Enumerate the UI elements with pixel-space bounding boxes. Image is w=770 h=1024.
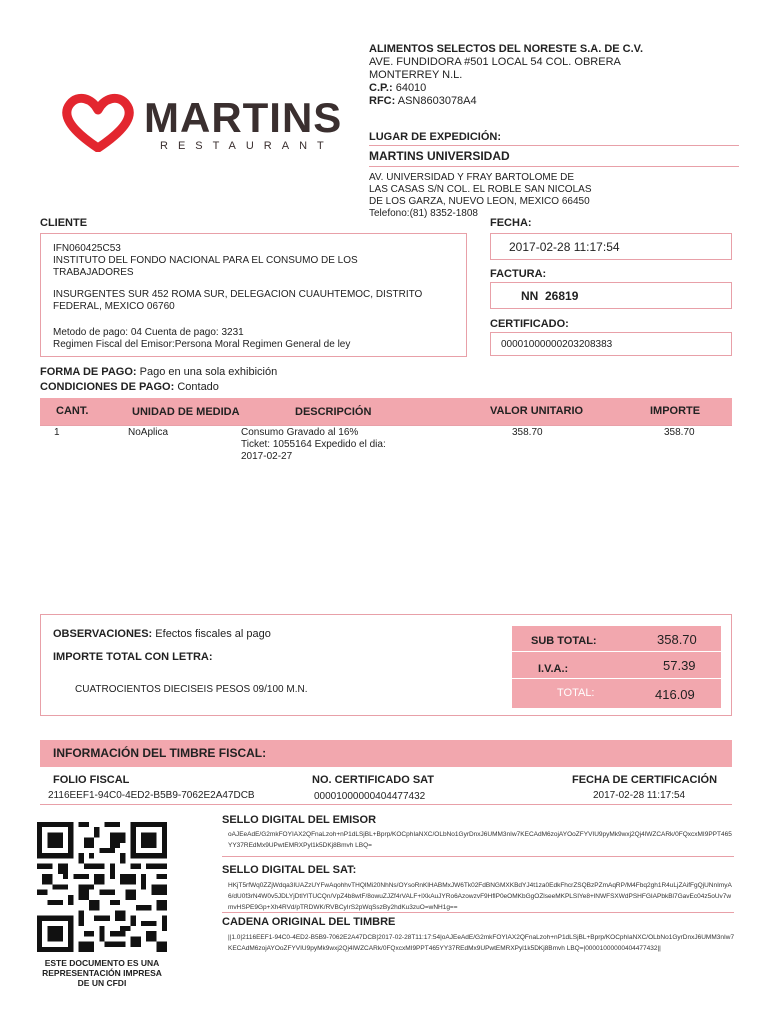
client-address1: INSURGENTES SUR 452 ROMA SUR, DELEGACION CUAUHTEMOC, DISTRITO	[53, 289, 423, 300]
certificado-label: CERTIFICADO:	[490, 318, 569, 330]
issuer-rfc-label: RFC:	[369, 95, 396, 107]
observaciones	[53, 628, 271, 640]
forma-pago-value: Pago en una sola exhibición	[139, 366, 278, 378]
client-name2: TRABAJADORES	[53, 267, 134, 278]
issuer-cp: 64010	[395, 82, 427, 94]
fecha-cert-label: FECHA DE CERTIFICACIÓN	[572, 774, 718, 786]
subtotal-value: 358.70	[657, 632, 697, 647]
issuer-city: MONTERREY N.L.	[369, 69, 463, 81]
row-cant: 1	[54, 427, 60, 438]
client-box	[40, 233, 467, 357]
expedition-name: MARTINS UNIVERSIDAD	[369, 149, 510, 163]
sello-sat-value: HKjT5rfWq0ZZjWdqa3IUAZzUYFwAqohhvTHQlMi20NhNs/OYsoRnKlHABMxJW6Tk02FdBNGMXKBdYJ4t1za0EdkFhcrZSQBzPZmAqRP/M4Fbq2gh1R4uLjZAifFgQjUNnImyA6/dU0f3rN4W0v5JDLYjDtlYlTUCQn/VpZ4b8wtF/8owuZJZf4rVALF+lXkAuJYRo6AzowzvF9HflP0eOMKbGgOZlseeMKPLSIYe8+lNWFSXWdPSHFGIAPbkBl7GavEc04z5oUv7wmvHSPE9Gp+Xh4RVd/pTRDWK/RVBCyIrS2pWqSszBy2hdKu3zuO=wNH1g==	[228, 882, 732, 911]
forma-pago-label: FORMA DE PAGO:	[40, 366, 137, 378]
client-name1: INSTITUTO DEL FONDO NACIONAL PARA EL CONSUMO DE LOS	[53, 255, 358, 266]
expedition-line2: LAS CASAS S/N COL. EL ROBLE SAN NICOLAS	[369, 184, 592, 195]
expedition-label: LUGAR DE EXPEDICIÓN:	[369, 131, 502, 143]
issuer-cp-label: C.P.:	[369, 82, 393, 94]
iva-label: I.V.A.:	[538, 663, 569, 675]
client-label: CLIENTE	[40, 217, 88, 229]
expedition-address	[369, 172, 592, 220]
condiciones-label: CONDICIONES DE PAGO:	[40, 381, 175, 393]
fecha-label: FECHA:	[490, 217, 532, 229]
observaciones-label: OBSERVACIONES:	[53, 628, 153, 640]
row-desc-line3: 2017-02-27	[241, 451, 293, 462]
cadena-label: CADENA ORIGINAL DEL TIMBRE	[222, 916, 396, 928]
condiciones-pago	[40, 381, 219, 393]
issuer-name: ALIMENTOS SELECTOS DEL NORESTE S.A. DE C.V.	[369, 43, 644, 55]
timbre-header: INFORMACIÓN DEL TIMBRE FISCAL:	[40, 740, 732, 767]
issuer-block	[369, 43, 643, 108]
sello-emisor-value: oAJEeAdE/G2mkFOYIAX2QFnaLzoh+nP1dLSjBL+Bprp/KOCphIaNXC/OLbNo1GyrDnxJ6UMM3nIw7KECAdM6zojAYOoZFYVIU9pyMk9wxj2Qj4lWZCARk/0FQxcxMI9PPT465YY37REdMx9UPwtEMRXPyl1k5DKj8Bmvh LBQ=	[228, 831, 732, 849]
fecha-cert-value: 2017-02-28 11:17:54	[593, 790, 686, 801]
row-importe: 358.70	[664, 427, 695, 438]
header-valor: VALOR UNITARIO	[490, 405, 584, 417]
certificado-value: 00001000000203208383	[490, 332, 732, 356]
client-rfc: IFN060425C53	[53, 243, 121, 254]
client-address2: FEDERAL, MEXICO 06760	[53, 301, 175, 312]
header-importe: IMPORTE	[650, 405, 701, 417]
heart-logo-icon	[58, 92, 138, 152]
table-row	[40, 427, 732, 467]
row-valor: 358.70	[512, 427, 543, 438]
iva-value: 57.39	[663, 658, 696, 673]
folio-fiscal-value: 2116EEF1-94C0-4ED2-B5B9-7062E2A47DCB	[48, 790, 255, 801]
cert-sat-label: NO. CERTIFICADO SAT	[312, 774, 435, 786]
factura-value: NN 26819	[490, 282, 732, 309]
row-desc-line1: Consumo Gravado al 16%	[241, 427, 359, 438]
header-cant: CANT.	[56, 405, 89, 417]
expedition-block	[369, 131, 501, 143]
expedition-line3: DE LOS GARZA, NUEVO LEON, MEXICO 66450	[369, 196, 590, 207]
total-label: TOTAL:	[557, 687, 595, 699]
header-descripcion: DESCRIPCIÓN	[295, 406, 372, 418]
header-unidad: UNIDAD DE MEDIDA	[132, 406, 240, 418]
items-table-header	[40, 398, 732, 425]
total-value: 416.09	[655, 687, 695, 702]
factura-label: FACTURA:	[490, 268, 547, 280]
subtotal-label: SUB TOTAL:	[531, 635, 597, 647]
expedition-phone: Telefono:(81) 8352-1808	[369, 208, 478, 219]
observaciones-value: Efectos fiscales al pago	[155, 628, 271, 640]
forma-pago	[40, 366, 277, 378]
importe-letra-label: IMPORTE TOTAL CON LETRA:	[53, 651, 213, 663]
fecha-value: 2017-02-28 11:17:54	[490, 233, 732, 260]
sello-sat-label: SELLO DIGITAL DEL SAT:	[222, 864, 357, 876]
qr-caption-line3: DE UN CFDI	[77, 978, 127, 988]
qr-caption-line2: REPRESENTACIÓN IMPRESA	[42, 968, 162, 978]
importe-letra-value: CUATROCIENTOS DIECISEIS PESOS 09/100 M.N.	[75, 684, 308, 695]
sello-emisor-label: SELLO DIGITAL DEL EMISOR	[222, 814, 377, 826]
issuer-rfc: ASN8603078A4	[397, 95, 477, 107]
company-logo	[58, 92, 343, 162]
cert-sat-value: 00001000000404477432	[314, 791, 426, 802]
condiciones-value: Contado	[177, 381, 219, 393]
logo-subtitle: RESTAURANT	[160, 140, 334, 152]
row-descripcion	[241, 427, 386, 463]
qr-caption-line1: ESTE DOCUMENTO ES UNA	[44, 958, 160, 968]
row-unidad: NoAplica	[128, 427, 169, 438]
logo-name: MARTINS	[144, 94, 343, 141]
folio-fiscal-label: FOLIO FISCAL	[53, 774, 130, 786]
expedition-line1: AV. UNIVERSIDAD Y FRAY BARTOLOME DE	[369, 172, 575, 183]
client-payment: Metodo de pago: 04 Cuenta de pago: 3231	[53, 327, 244, 338]
cadena-value: ||1.0|2116EEF1-94C0-4ED2-B5B9-7062E2A47DCB|2017-02-28T11:17:54|oAJEeAdE/G2mkFOYIAX2QFnaLzoh+nP1dLSjBL+Bprp/KOCphIaNXC/OLbNo1GyrDnxJ6UMM3nIw7KECAdM6zojAYOoZFYVIU9pyMk9wxj2Qj4lWZCARk/0FQxcxMI9PPT465YY37REdMx9UPwtEMRXPyl1k5DKj8Bmvh LBQ=|00001000000404477432||	[228, 934, 735, 952]
issuer-address: AVE. FUNDIDORA #501 LOCAL 54 COL. OBRERA	[369, 56, 621, 68]
qr-caption	[34, 958, 170, 988]
client-regime: Regimen Fiscal del Emisor:Persona Moral Regimen General de ley	[53, 339, 351, 350]
qr-code	[37, 822, 167, 952]
row-desc-line2: Ticket: 1055164 Expedido el dia:	[241, 439, 386, 450]
